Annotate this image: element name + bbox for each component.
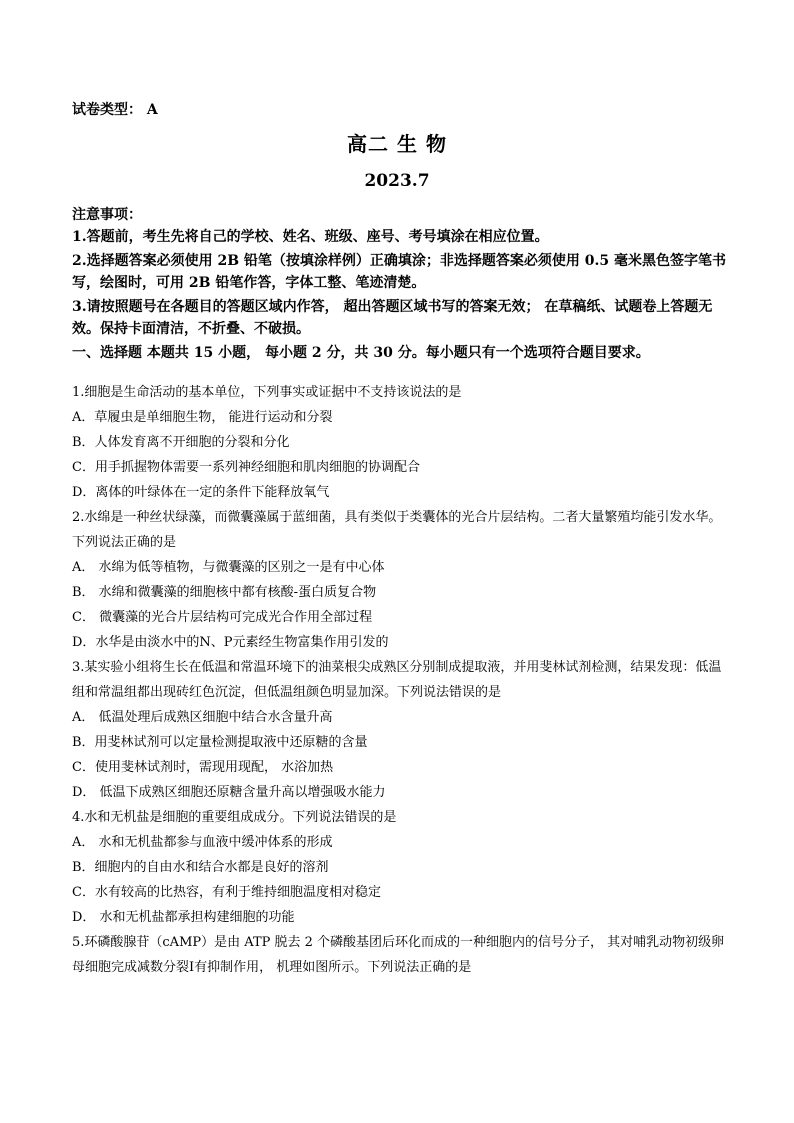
question-option: B． 水绵和微囊藻的细胞核中都有核酸-蛋白质复合物 [72, 585, 377, 600]
question [72, 930, 732, 980]
instruction-item: 1.答题前，考生先将自己的学校、姓名、班级、座号、考号填涂在相应位置。 [72, 229, 549, 245]
question-stem: 1.细胞是生命活动的基本单位，下列事实或证据中不支持该说法的是 [72, 385, 462, 400]
section-heading: 一、选择题 本题共 15 小题， 每小题 2 分，共 30 分。每小题只有一个选项符合题目要求。 [72, 344, 650, 361]
question-option: D．离体的叶绿体在一定的条件下能释放氧气 [72, 485, 330, 500]
question-option: A． 水绵为低等植物，与微囊藻的区别之一是有中心体 [72, 560, 385, 575]
question [72, 505, 732, 655]
question [72, 380, 732, 505]
page-title: 高二 生 物 [347, 132, 447, 156]
question-option: D．水华是由淡水中的N、P元素经生物富集作用引发的 [72, 635, 389, 650]
exam-date: 2023.7 [364, 171, 430, 191]
question [72, 655, 732, 805]
question-option: B．用斐林试剂可以定量检测提取液中还原糖的含量 [72, 735, 368, 750]
question [72, 805, 732, 930]
question-option: D． 水和无机盐都承担构建细胞的功能 [72, 910, 295, 925]
question-stem: 3.某实验小组将生长在低温和常温环境下的油菜根尖成熟区分别制成提取液，并用斐林试剂检测，结果发现：低温组和常温组都出现砖红色沉淀，但低温组颜色明显加深。下列说法错误的是 [72, 660, 722, 700]
instruction-item: 3.请按照题号在各题目的答题区域内作答， 超出答题区域书写的答案无效； 在草稿纸、试题卷上答题无效。保持卡面清洁，不折叠、不破损。 [72, 298, 713, 337]
instructions-heading: 注意事项： [72, 207, 142, 223]
question-list [72, 380, 732, 980]
instructions [72, 204, 732, 364]
question-option: B．细胞内的自由水和结合水都是良好的溶剂 [72, 860, 329, 875]
instruction-item: 2.选择题答案必须使用 2B 铅笔（按填涂样例）正确填涂；非选择题答案必须使用 0.5 毫米黑色签字笔书写，绘图时，可用 2B 铅笔作答，字体工整、笔迹清楚。 [72, 252, 727, 291]
question-option: C．水有较高的比热容，有利于维持细胞温度相对稳定 [72, 885, 381, 900]
question-stem: 5.环磷酸腺苷（cAMP）是由 ATP 脱去 2 个磷酸基团后环化而成的一种细胞内的信号分子， 其对哺乳动物初级卵母细胞完成减数分裂Ⅰ有抑制作用， 机理如图所示。下列说法正确的是 [72, 935, 725, 975]
question-option: A． 水和无机盐都参与血液中缓冲体系的形成 [72, 835, 333, 850]
question-option: A． 低温处理后成熟区细胞中结合水含量升高 [72, 710, 333, 725]
question-option: B．人体发育离不开细胞的分裂和分化 [72, 435, 290, 450]
question-option: D． 低温下成熟区细胞还原糖含量升高以增强吸水能力 [72, 785, 386, 800]
question-option: C．使用斐林试剂时，需现用现配， 水浴加热 [72, 760, 334, 775]
paper-type: 试卷类型： A [72, 102, 158, 118]
question-stem: 4.水和无机盐是细胞的重要组成成分。下列说法错误的是 [72, 810, 397, 825]
question-option: A．草履虫是单细胞生物， 能进行运动和分裂 [72, 410, 333, 425]
question-option: C． 微囊藻的光合片层结构可完成光合作用全部过程 [72, 610, 373, 625]
question-stem: 2.水绵是一种丝状绿藻，而微囊藻属于蓝细菌，具有类似于类囊体的光合片层结构。二者大量繁殖均能引发水华。下列说法正确的是 [72, 510, 722, 550]
question-option: C．用手抓握物体需要一系列神经细胞和肌肉细胞的协调配合 [72, 460, 420, 475]
